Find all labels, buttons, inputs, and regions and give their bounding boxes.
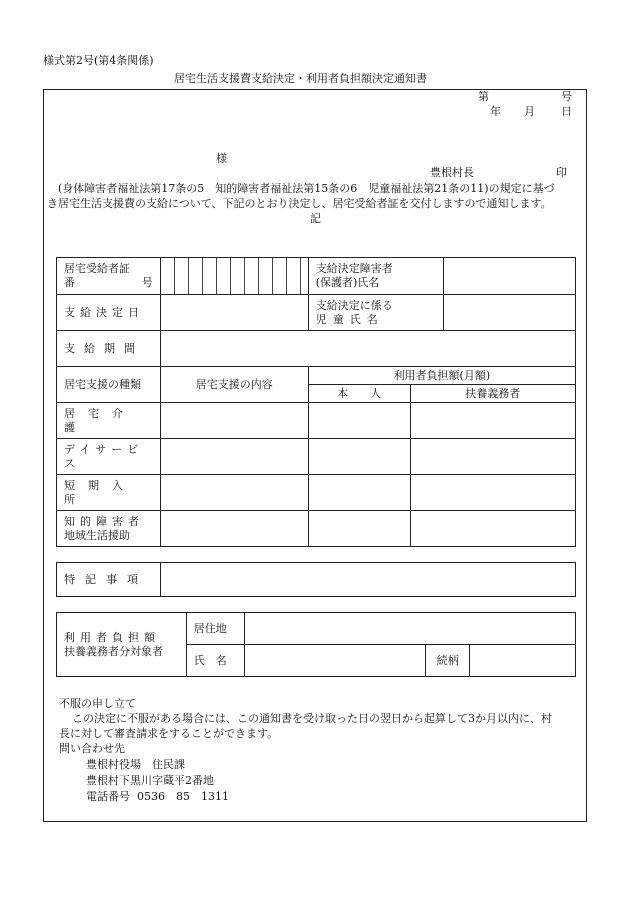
remarks-label [57, 563, 161, 597]
contact-address: 豊根村下黒川字蔵平2番地 [86, 774, 214, 787]
residence-label [186, 613, 244, 645]
row-home-care-label [57, 403, 161, 439]
recipient-number-boxes [160, 258, 308, 295]
service-type-header [57, 367, 161, 403]
contact-phone-number: 0536 85 1311 [137, 790, 229, 803]
child-name-label [308, 295, 444, 331]
decided-person-label-2: (保護者)氏名 [315, 276, 380, 289]
decided-person-label [308, 258, 444, 295]
issuer-name: 豊根村長 [430, 166, 474, 179]
row-day-service-self[interactable] [308, 439, 410, 475]
child-label-1: 支給決定に係る [315, 298, 393, 312]
row-group-home-self[interactable] [308, 511, 410, 547]
doc-number-suffix: 号 [561, 90, 572, 103]
guardian-name-label [186, 645, 244, 677]
period-text: 支給期間 [64, 341, 144, 355]
period-label [57, 331, 161, 367]
row-day-service-text: デイサービス [64, 442, 144, 470]
appeal-heading: 不服の申し立て [59, 697, 136, 710]
guardian-table [56, 612, 576, 677]
date-year: 年 [490, 105, 501, 118]
contact-phone-row [86, 789, 229, 804]
guardian-label-1: 利用者負担額 [64, 630, 160, 644]
residence-text: 居住地 [193, 621, 227, 635]
remarks-table [56, 562, 576, 597]
recipient-number-label: 居宅受給者証 番 号 [57, 258, 161, 295]
recipient-number-label-1: 居宅受給者証 [64, 262, 130, 275]
date-day: 日 [561, 105, 572, 118]
child-label-2: 児童氏名 [315, 312, 384, 326]
row-home-care-guardian[interactable] [410, 403, 576, 439]
appeal-line-1: この決定に不服がある場合には、この通知書を受け取った日の翌日から起算して3か月以内に、村 [72, 712, 552, 725]
guardian-name-text: 氏 名 [193, 653, 227, 667]
row-day-service-label [57, 439, 161, 475]
remarks-text: 特記事項 [64, 572, 148, 586]
relation-value[interactable] [470, 645, 576, 677]
row-group-home-text-2: 地域生活援助 [64, 528, 130, 542]
service-type-text: 居宅支援の種類 [64, 377, 141, 391]
contact-office: 豊根村役場 住民課 [86, 758, 185, 771]
row-short-stay-text: 短期入所 [64, 478, 136, 506]
decided-person-value[interactable] [444, 258, 576, 295]
body-line-2: き居宅生活支援費の支給について、下記のとおり決定し、居宅受給者証を交付しますので通知します。 [47, 197, 552, 210]
contact-phone-label: 電話番号 [86, 790, 130, 803]
self-header: 本 人 [308, 385, 410, 403]
guardian-name-value[interactable] [244, 645, 426, 677]
row-group-home-guardian[interactable] [410, 511, 576, 547]
service-content-header: 居宅支援の内容 [160, 367, 308, 403]
row-short-stay-self[interactable] [308, 475, 410, 511]
addressee-suffix: 様 [216, 152, 227, 165]
decision-date-label [57, 295, 161, 331]
contact-heading: 問い合わせ先 [59, 742, 125, 755]
seal-mark: 印 [556, 166, 567, 179]
decided-person-label-1: 支給決定障害者 [315, 262, 393, 275]
row-group-home-label [57, 511, 161, 547]
date-month: 月 [524, 105, 535, 118]
guardian-label [57, 613, 187, 677]
guardian-header: 扶養義務者 [410, 385, 576, 403]
row-home-care-self[interactable] [308, 403, 410, 439]
remarks-value[interactable] [160, 563, 575, 597]
row-group-home-text-1: 知的障害者 [64, 514, 144, 528]
burden-header: 利用者負担額(月額) [308, 367, 575, 385]
row-day-service-guardian[interactable] [410, 439, 576, 475]
decision-table [56, 257, 576, 547]
ki-mark: 記 [310, 212, 321, 225]
row-short-stay-label [57, 475, 161, 511]
decision-date-value[interactable] [160, 295, 308, 331]
relation-label: 続柄 [426, 645, 470, 677]
row-short-stay-content[interactable] [160, 475, 308, 511]
row-group-home-content[interactable] [160, 511, 308, 547]
form-number: 様式第2号(第4条関係) [43, 54, 154, 67]
doc-number-prefix: 第 [478, 90, 489, 103]
row-home-care-text: 居宅介護 [64, 406, 136, 434]
document-title: 居宅生活支援費支給決定・利用者負担額決定通知書 [174, 72, 427, 85]
row-day-service-content[interactable] [160, 439, 308, 475]
decision-date-text: 支給決定日 [64, 305, 144, 319]
period-value[interactable] [160, 331, 575, 367]
row-short-stay-guardian[interactable] [410, 475, 576, 511]
row-home-care-content[interactable] [160, 403, 308, 439]
child-name-value[interactable] [444, 295, 576, 331]
body-line-1: (身体障害者福祉法第17条の5 知的障害者福祉法第15条の6 児童福祉法第21条の11)の規定に基づ [58, 182, 555, 195]
guardian-label-2: 扶養義務者分対象者 [64, 644, 163, 658]
residence-value[interactable] [244, 613, 575, 645]
appeal-line-2: 長に対して審査請求をすることができます。 [59, 727, 279, 740]
